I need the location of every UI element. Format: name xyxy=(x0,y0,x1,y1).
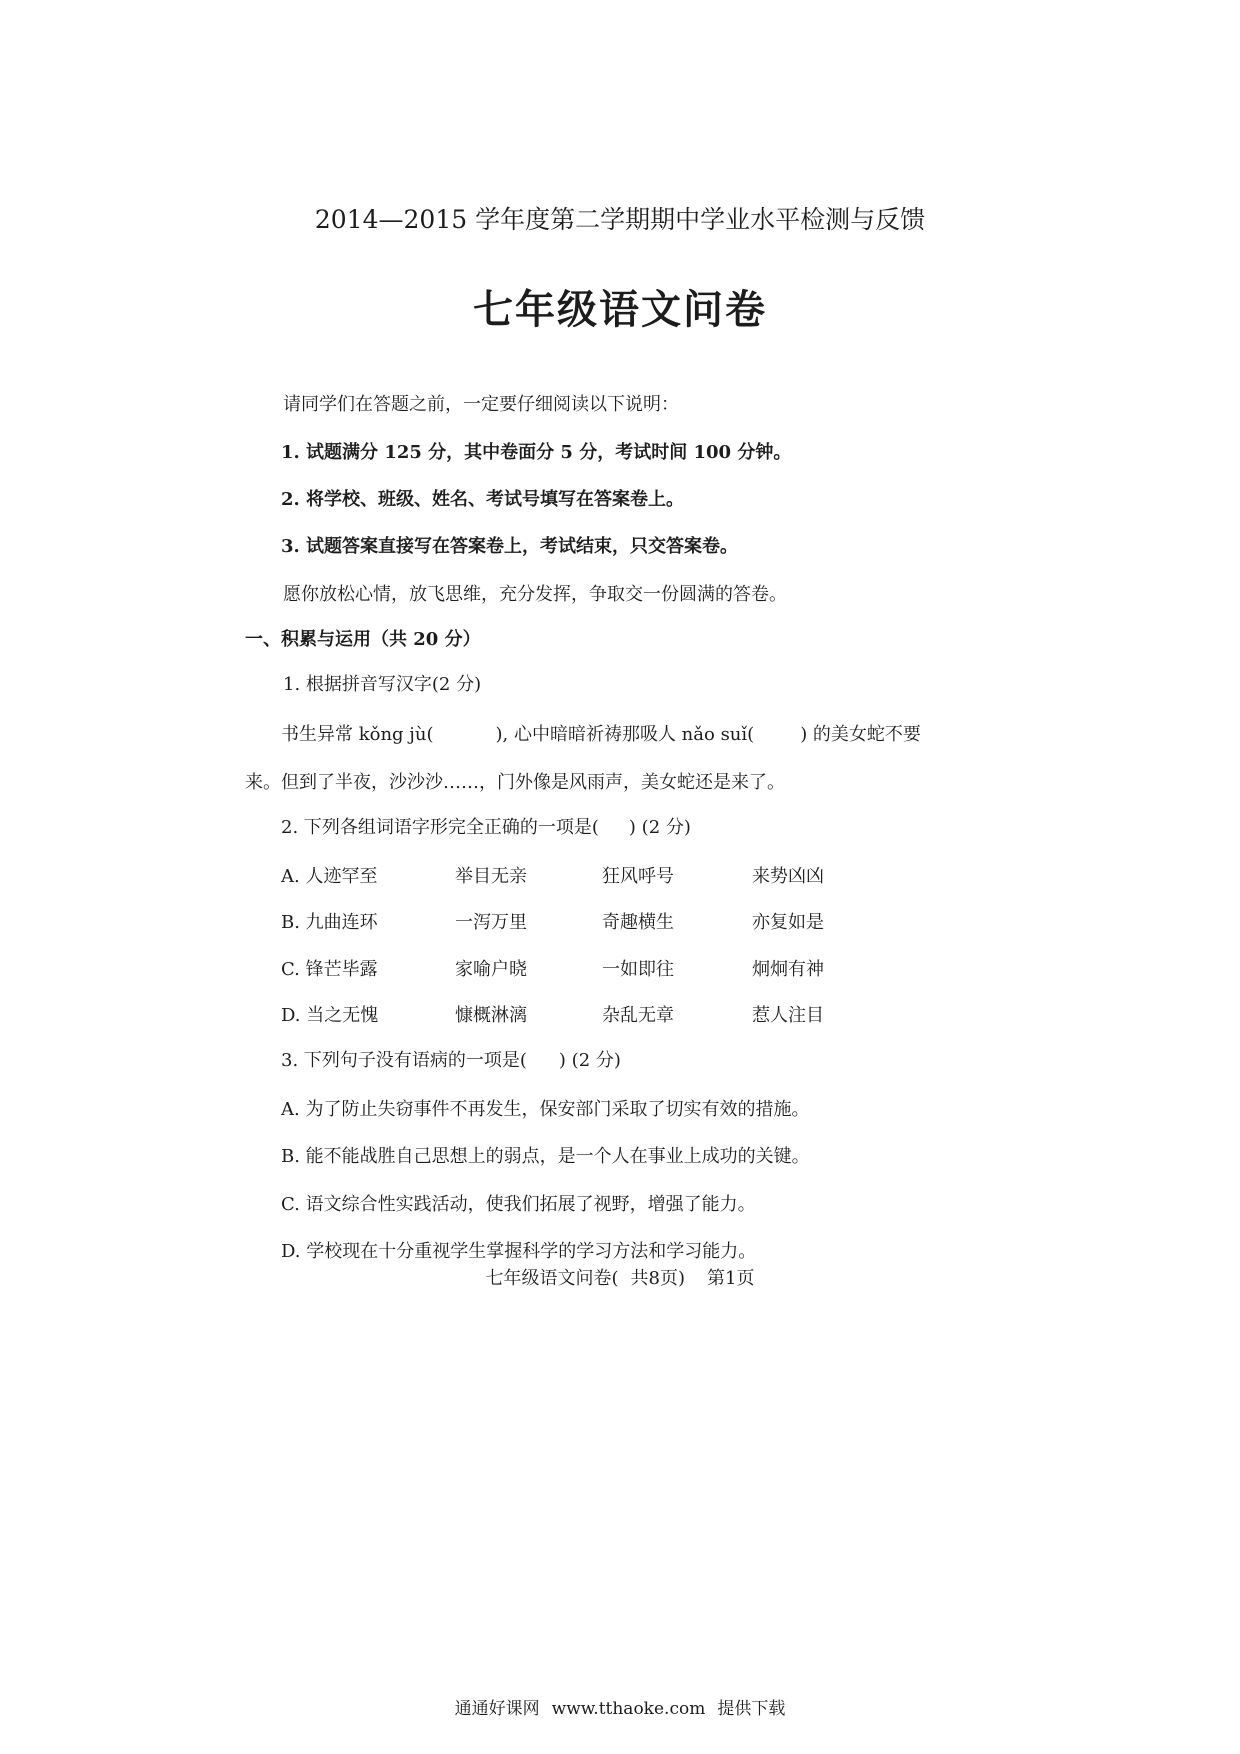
q2-option-c-word-3: 一如即往 xyxy=(602,959,674,980)
q3-option-d: D. 学校现在十分重视学生掌握科学的学习方法和学习能力。 xyxy=(281,1241,757,1262)
question-3-stem xyxy=(281,1046,621,1072)
download-url[interactable]: www.tthaoke.com xyxy=(551,1699,706,1719)
instruction-item-1: 1. 试题满分 125 分，其中卷面分 5 分，考试时间 100 分钟。 xyxy=(281,442,792,463)
q2-stem-b: ) (2 分) xyxy=(628,817,691,838)
instructions-intro: 请同学们在答题之前，一定要仔细阅读以下说明： xyxy=(283,394,679,415)
download-credit xyxy=(0,1694,1240,1719)
q2-option-c-word-2: 家喻户晓 xyxy=(455,959,527,980)
exam-title: 七年级语文问卷 xyxy=(473,286,767,333)
q2-option-b-word-4: 亦复如是 xyxy=(752,912,824,933)
question-1-stem: 1. 根据拼音写汉字(2 分) xyxy=(283,674,482,695)
q1-text-b: ), 心中暗暗祈祷那吸人 nǎo suǐ( xyxy=(495,724,755,745)
exam-subtitle: 2014—2015 学年度第二学期期中学业水平检测与反馈 xyxy=(314,205,926,234)
q2-option-c-label: C. 锋芒毕露 xyxy=(281,959,378,980)
q2-option-a-word-3: 狂风呼号 xyxy=(602,866,674,887)
q2-option-b-word-2: 一泻万里 xyxy=(455,912,527,933)
instruction-item-2: 2. 将学校、班级、姓名、考试号填写在答案卷上。 xyxy=(281,489,685,510)
q2-option-a-word-4: 来势凶凶 xyxy=(752,866,824,887)
q2-option-d-word-2: 慷概淋漓 xyxy=(455,1005,527,1026)
q2-option-d-word-4: 惹人注目 xyxy=(752,1005,824,1026)
q2-option-c-word-4: 炯炯有神 xyxy=(752,959,824,980)
footer-paper-name: 七年级语文问卷( xyxy=(485,1268,619,1289)
q2-option-a-label: A. 人迹罕至 xyxy=(281,866,378,887)
q2-option-b-label: B. 九曲连环 xyxy=(281,912,378,933)
footer-page-number: 第1页 xyxy=(707,1268,755,1289)
q1-text-a: 书生异常 kǒng jù( xyxy=(281,724,434,745)
download-site-name: 通通好课网 xyxy=(454,1699,540,1719)
instruction-item-3: 3. 试题答案直接写在答案卷上，考试结束，只交答案卷。 xyxy=(281,536,739,557)
question-1-line-1 xyxy=(281,720,921,746)
q2-option-b-word-3: 奇趣横生 xyxy=(602,912,674,933)
q2-stem-a: 2. 下列各组词语字形完全正确的一项是( xyxy=(281,817,599,838)
footer-total-pages: 共8页) xyxy=(630,1268,686,1289)
download-action: 提供下载 xyxy=(717,1699,786,1719)
q3-stem-b: ) (2 分) xyxy=(558,1050,621,1071)
q2-option-a-word-2: 举目无亲 xyxy=(455,866,527,887)
section-heading: 一、积累与运用（共 20 分） xyxy=(245,629,481,650)
q2-option-d-word-3: 杂乱无章 xyxy=(602,1005,674,1026)
q2-option-d-label: D. 当之无愧 xyxy=(281,1005,379,1026)
page-footer xyxy=(0,1264,1240,1290)
q3-option-c: C. 语文综合性实践活动，使我们拓展了视野，增强了能力。 xyxy=(281,1194,756,1215)
q1-text-c: ) 的美女蛇不要 xyxy=(800,724,921,745)
question-2-stem xyxy=(281,813,691,839)
q3-option-a: A. 为了防止失窃事件不再发生，保安部门采取了切实有效的措施。 xyxy=(281,1099,810,1120)
instructions-wish: 愿你放松心情，放飞思维，充分发挥，争取交一份圆满的答卷。 xyxy=(283,584,787,605)
q3-option-b: B. 能不能战胜自己思想上的弱点，是一个人在事业上成功的关键。 xyxy=(281,1146,810,1167)
q3-stem-a: 3. 下列句子没有语病的一项是( xyxy=(281,1050,527,1071)
question-1-line-2: 来。但到了半夜，沙沙沙……，门外像是风雨声，美女蛇还是来了。 xyxy=(245,772,785,793)
